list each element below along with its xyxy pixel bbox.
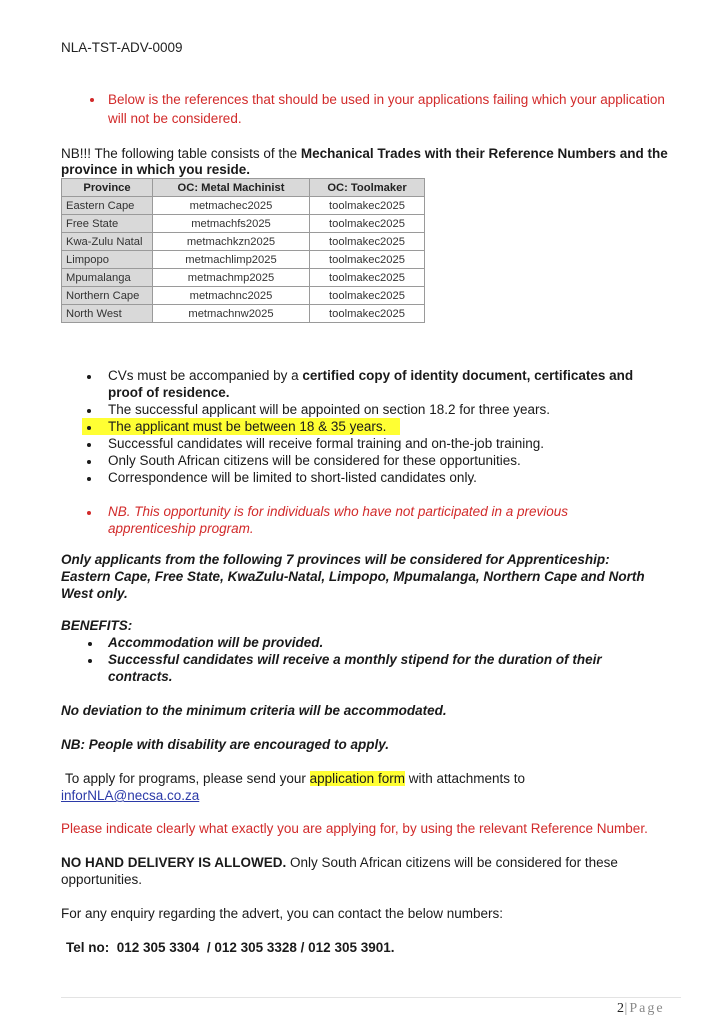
table-row bbox=[62, 269, 425, 287]
province-cell: Kwa-Zulu Natal bbox=[62, 233, 153, 251]
page-number-footer bbox=[617, 1000, 665, 1017]
telephone-numbers: Tel no: 012 305 3304 / 012 305 3328 / 012 305 3901. bbox=[66, 940, 395, 955]
metal-machinist-ref: metmachmp2025 bbox=[153, 269, 310, 287]
table-row bbox=[62, 233, 425, 251]
table-row bbox=[62, 305, 425, 323]
toolmaker-ref: toolmakec2025 bbox=[310, 269, 425, 287]
toolmaker-ref: toolmakec2025 bbox=[310, 215, 425, 233]
reference-instruction: Please indicate clearly what exactly you are applying for, by using the relevant Reference Number. bbox=[61, 821, 648, 836]
header-toolmaker: OC: Toolmaker bbox=[310, 179, 425, 197]
citizenship-requirement: Only South African citizens will be considered for these opportunities. bbox=[108, 453, 521, 468]
cv-requirement-bold-2: proof of residence. bbox=[108, 385, 230, 400]
apply-instructions bbox=[65, 770, 525, 787]
email-link[interactable]: inforNLA@necsa.co.za bbox=[61, 788, 200, 803]
province-cell: Eastern Cape bbox=[62, 197, 153, 215]
page-label: Page bbox=[629, 1001, 665, 1016]
bullet-icon bbox=[87, 426, 91, 430]
no-hand-delivery bbox=[61, 854, 691, 871]
training-requirement: Successful candidates will receive formal training and on-the-job training. bbox=[108, 436, 544, 451]
application-form-highlight: application form bbox=[309, 771, 405, 786]
table-intro bbox=[61, 146, 691, 178]
page-separator: | bbox=[624, 1001, 630, 1016]
metal-machinist-ref: metmachkzn2025 bbox=[153, 233, 310, 251]
footer-divider bbox=[61, 997, 681, 998]
provinces-note-line-2: Eastern Cape, Free State, KwaZulu-Natal, Limpopo, Mpumalanga, Northern Cape and North bbox=[61, 569, 645, 584]
no-hand-delivery-rest: Only South African citizens will be considered for these bbox=[286, 855, 618, 870]
bullet-icon bbox=[88, 642, 92, 646]
no-hand-delivery-bold: NO HAND DELIVERY IS ALLOWED. bbox=[61, 855, 287, 870]
page-number: 2 bbox=[617, 1001, 625, 1016]
metal-machinist-ref: metmachnw2025 bbox=[153, 305, 310, 323]
table-row bbox=[62, 287, 425, 305]
intro-bullet-text: Below is the references that should be used in your applications failing which your application will not be considered. bbox=[108, 92, 665, 126]
table-row bbox=[62, 215, 425, 233]
apply-text-before: To apply for programs, please send your bbox=[65, 771, 310, 786]
benefits-title: BENEFITS: bbox=[61, 618, 133, 633]
benefit-stipend: Successful candidates will receive a monthly stipend for the duration of their bbox=[108, 652, 602, 667]
bullet-icon bbox=[90, 98, 94, 102]
table-header-row bbox=[62, 179, 425, 197]
appointment-requirement: The successful applicant will be appointed on section 18.2 for three years. bbox=[108, 402, 551, 417]
benefit-accommodation: Accommodation will be provided. bbox=[108, 635, 324, 650]
toolmaker-ref: toolmakec2025 bbox=[310, 305, 425, 323]
metal-machinist-ref: metmachfs2025 bbox=[153, 215, 310, 233]
nb-previous-apprenticeship-2: apprenticeship program. bbox=[108, 521, 254, 536]
no-hand-delivery-line-2: opportunities. bbox=[61, 872, 143, 887]
nb-previous-apprenticeship-1: NB. This opportunity is for individuals who have not participated in a previous bbox=[108, 504, 568, 519]
document-id: NLA-TST-ADV-0009 bbox=[61, 40, 183, 55]
toolmaker-ref: toolmakec2025 bbox=[310, 287, 425, 305]
no-deviation-note: No deviation to the minimum criteria will be accommodated. bbox=[61, 703, 447, 718]
metal-machinist-ref: metmachnc2025 bbox=[153, 287, 310, 305]
table-row bbox=[62, 197, 425, 215]
bullet-icon bbox=[87, 511, 91, 515]
toolmaker-ref: toolmakec2025 bbox=[310, 197, 425, 215]
province-cell: Northern Cape bbox=[62, 287, 153, 305]
benefit-stipend-cont: contracts. bbox=[108, 669, 173, 684]
bullet-icon bbox=[88, 659, 92, 663]
cv-requirement-bold-1: certified copy of identity document, certificates and bbox=[302, 368, 634, 383]
bullet-icon bbox=[87, 375, 91, 379]
province-cell: Free State bbox=[62, 215, 153, 233]
province-cell: Limpopo bbox=[62, 251, 153, 269]
metal-machinist-ref: metmachec2025 bbox=[153, 197, 310, 215]
bullet-icon bbox=[87, 443, 91, 447]
provinces-note-line-1: Only applicants from the following 7 provinces will be considered for Apprenticeship: bbox=[61, 552, 610, 567]
province-cell: Mpumalanga bbox=[62, 269, 153, 287]
bullet-icon bbox=[87, 409, 91, 413]
apply-text-after: with attachments to bbox=[404, 771, 526, 786]
table-intro-bold: Mechanical Trades with their Reference Numbers and the province in which you reside. bbox=[61, 146, 668, 177]
bullet-icon bbox=[87, 477, 91, 481]
age-requirement: The applicant must be between 18 & 35 years. bbox=[108, 419, 387, 434]
header-province: Province bbox=[62, 179, 153, 197]
table-row bbox=[62, 251, 425, 269]
bullet-icon bbox=[87, 460, 91, 464]
metal-machinist-ref: metmachlimp2025 bbox=[153, 251, 310, 269]
disability-note: NB: People with disability are encouraged to apply. bbox=[61, 737, 390, 752]
cv-requirement-plain: CVs must be accompanied by a bbox=[108, 368, 303, 383]
provinces-note-line-3: West only. bbox=[61, 586, 128, 601]
toolmaker-ref: toolmakec2025 bbox=[310, 233, 425, 251]
province-cell: North West bbox=[62, 305, 153, 323]
header-metal-machinist: OC: Metal Machinist bbox=[153, 179, 310, 197]
reference-table bbox=[61, 178, 425, 323]
correspondence-note: Correspondence will be limited to short-listed candidates only. bbox=[108, 470, 477, 485]
cv-requirement bbox=[108, 367, 688, 384]
table-intro-plain: NB!!! The following table consists of the bbox=[61, 146, 301, 161]
enquiry-note: For any enquiry regarding the advert, you can contact the below numbers: bbox=[61, 906, 503, 921]
toolmaker-ref: toolmakec2025 bbox=[310, 251, 425, 269]
